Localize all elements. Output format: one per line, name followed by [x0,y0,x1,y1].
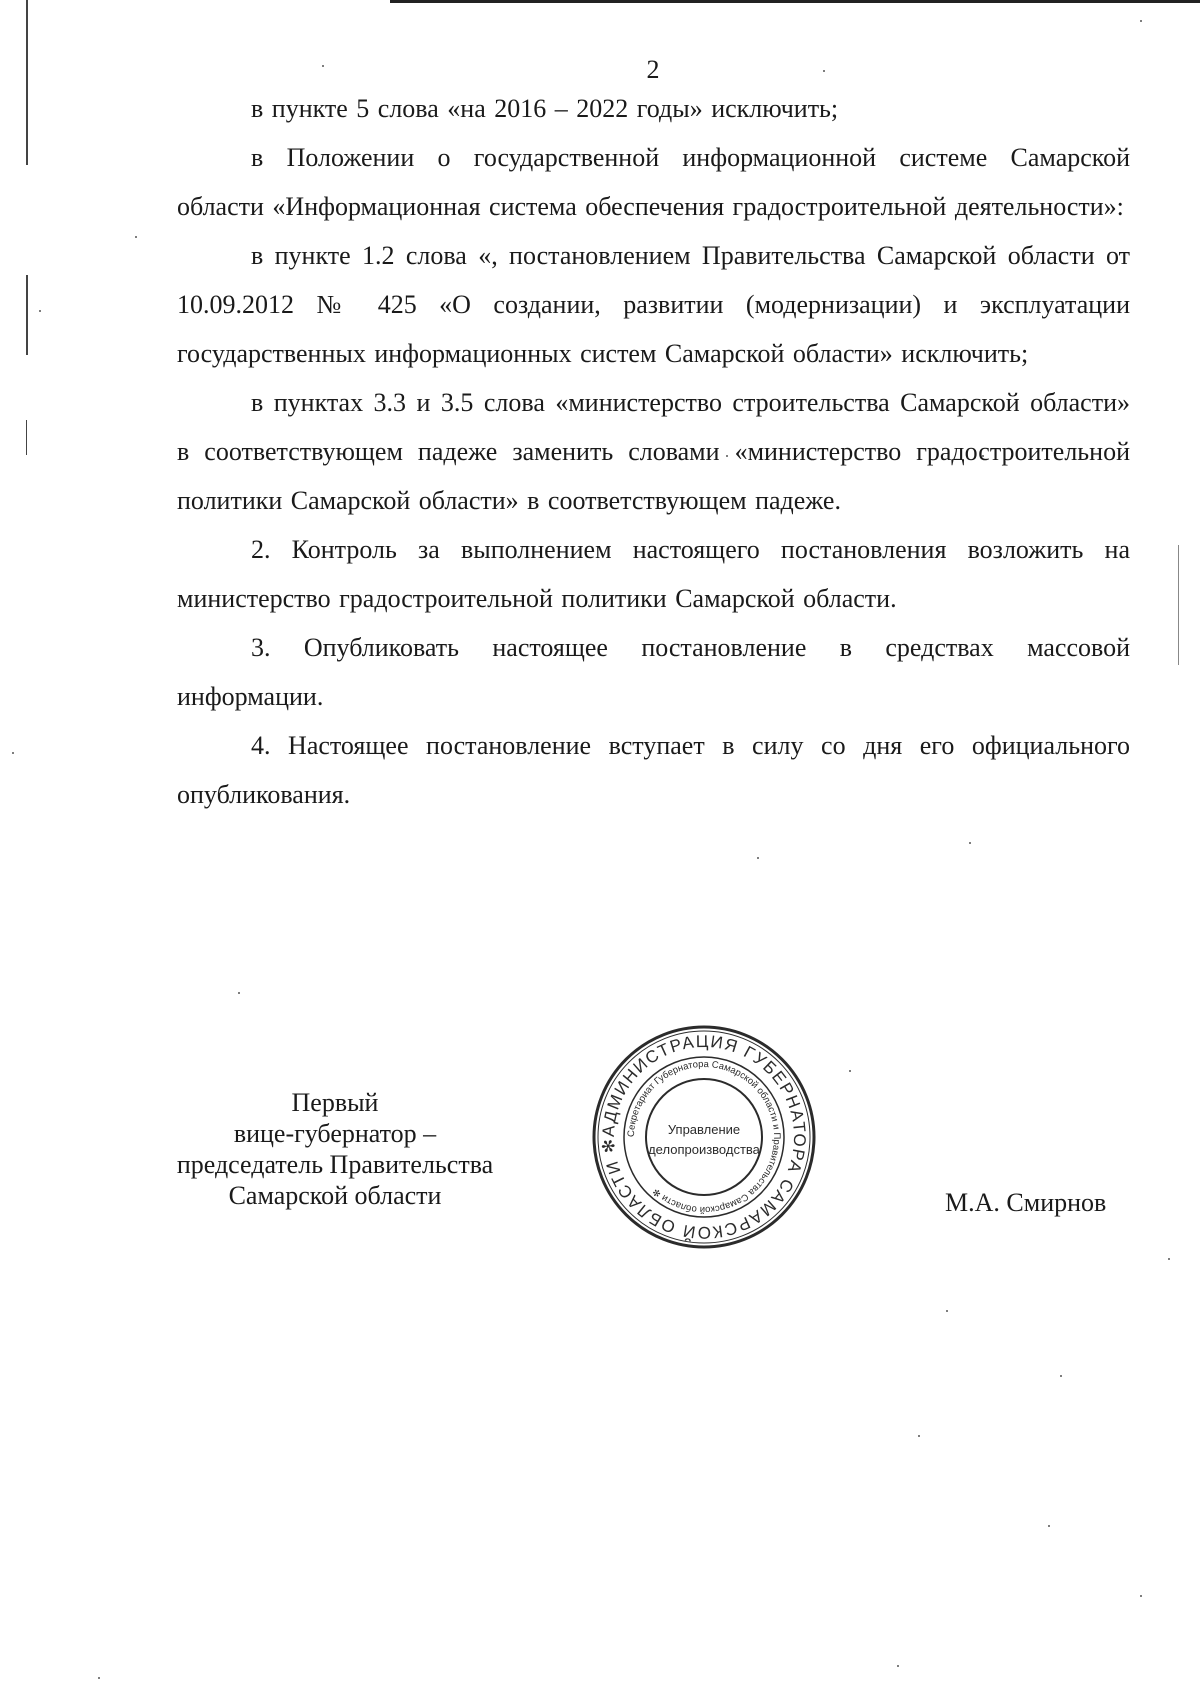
seal-inner-ring [646,1079,762,1195]
scan-top-edge-line [390,0,1200,3]
scan-speck [1140,1595,1142,1597]
scan-speck [39,310,41,312]
paragraph-item-4-effective: 4. Настоящее постановление вступает в силу со дня его официального опубликования. [177,731,1130,809]
signatory-position-line: Самарской области [228,1181,442,1210]
seal-outer-text: АДМИНИСТРАЦИЯ ГУБЕРНАТОРА САМАРСКОЙ ОБЛАСТИ ✻ [598,1031,810,1243]
signatory-position-line: вице-губернатор – [233,1119,437,1148]
signatory-position-line: Первый [291,1088,379,1117]
scan-speck [897,1665,899,1667]
scan-speck [238,992,240,994]
scan-left-edge-mark [26,420,27,455]
signatory-position-line: председатель Правительства [176,1150,494,1179]
scan-speck [135,236,137,238]
scan-speck [757,857,759,859]
seal-inner-text: Секретариат Губернатора Самарской области и Правительства Самарской области ✻ [625,1058,783,1216]
paragraph-item-3-publish: 3. Опубликовать настоящее постановление в средствах массовой информации. [177,633,1130,711]
paragraph-item-2-control: 2. Контроль за выполнением настоящего постановления возложить на министерство градостроительной политики Самарской области. [177,535,1130,613]
scan-speck [849,1070,851,1072]
scan-speck [1048,1525,1050,1527]
paragraph-clause-1-2: в пункте 1.2 слова «, постановлением Правительства Самарской области от 10.09.2012 № 425 «О создании, развитии (модернизации) и эксплуатации государственных информационных систем Самарской области» исключить; [177,241,1130,368]
paragraph-clause-5: в пункте 5 слова «на 2016 – 2022 годы» исключить; [251,94,839,123]
scan-speck [969,842,971,844]
scan-speck [98,1677,100,1679]
official-seal-stamp [590,1023,818,1251]
scan-speck [946,1310,948,1312]
paragraph-clauses-3-3-3-5: в пунктах 3.3 и 3.5 слова «министерство строительства Самарской области» в соответствующем падеже заменить словами «министерство градостроительной политики Самарской области» в соответствующем падеже. [177,388,1130,515]
page-number: 2 [646,55,660,84]
scan-left-edge-mark [26,275,28,355]
scan-speck [918,1435,920,1437]
seal-center-line: Управление [667,1122,741,1137]
scan-speck [1060,1375,1062,1377]
document-body [177,84,1130,819]
seal-middle-ring [624,1057,784,1217]
signatory-name: М.А. Смирнов [945,1188,1107,1217]
signatory-position [150,1087,520,1211]
paragraph-regulation-intro: в Положении о государственной информационной системе Самарской области «Информационная система обеспечения градостроительной деятельности»: [177,143,1130,221]
seal-center-line: делопроизводства [648,1142,760,1157]
scan-speck [12,752,14,754]
scan-speck [1168,1258,1170,1260]
scan-speck [1140,20,1142,22]
scan-right-edge-mark [1178,545,1179,665]
